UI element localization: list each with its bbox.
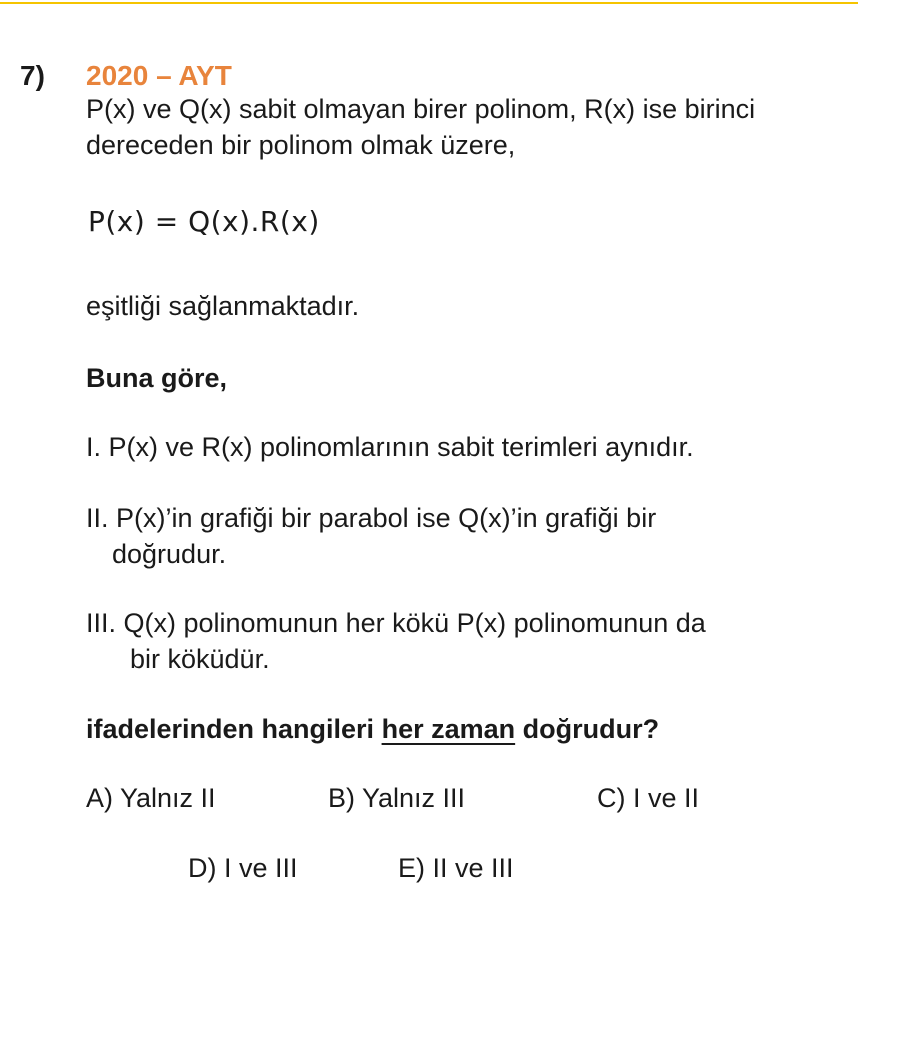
statement-3-line-1: III. Q(x) polinomunun her kökü P(x) polinomunun da [86, 608, 706, 638]
top-rule [0, 2, 858, 4]
statement-2-line-2: doğrudur. [112, 539, 227, 569]
choice-b[interactable]: B) Yalnız III [328, 783, 466, 813]
statement-2-line-1: II. P(x)’in grafiği bir parabol ise Q(x)’in grafiği bir [86, 503, 657, 533]
intro-line-2: dereceden bir polinom olmak üzere, [86, 130, 516, 160]
exam-source: 2020 – AYT [86, 60, 232, 91]
lead-text: Buna göre, [86, 363, 228, 393]
choice-a[interactable]: A) Yalnız II [86, 783, 216, 813]
equation: P(x) = Q(x).R(x) [88, 205, 320, 238]
question-prompt [86, 711, 659, 747]
question-number: 7) [20, 60, 45, 91]
choice-e[interactable]: E) II ve III [398, 853, 514, 883]
prompt-before: ifadelerinden hangileri [86, 714, 382, 744]
prompt-after: doğrudur? [515, 714, 660, 744]
intro-line-1: P(x) ve Q(x) sabit olmayan birer polinom, R(x) ise birinci [86, 94, 756, 124]
choice-d[interactable]: D) I ve III [188, 853, 298, 883]
statement-3-line-2: bir köküdür. [130, 644, 270, 674]
after-equation-text: eşitliği sağlanmaktadır. [86, 291, 360, 321]
prompt-emphasis: her zaman [381, 714, 516, 744]
statement-1: I. P(x) ve R(x) polinomlarının sabit terimleri aynıdır. [86, 432, 694, 462]
choice-c[interactable]: C) I ve II [597, 783, 700, 813]
